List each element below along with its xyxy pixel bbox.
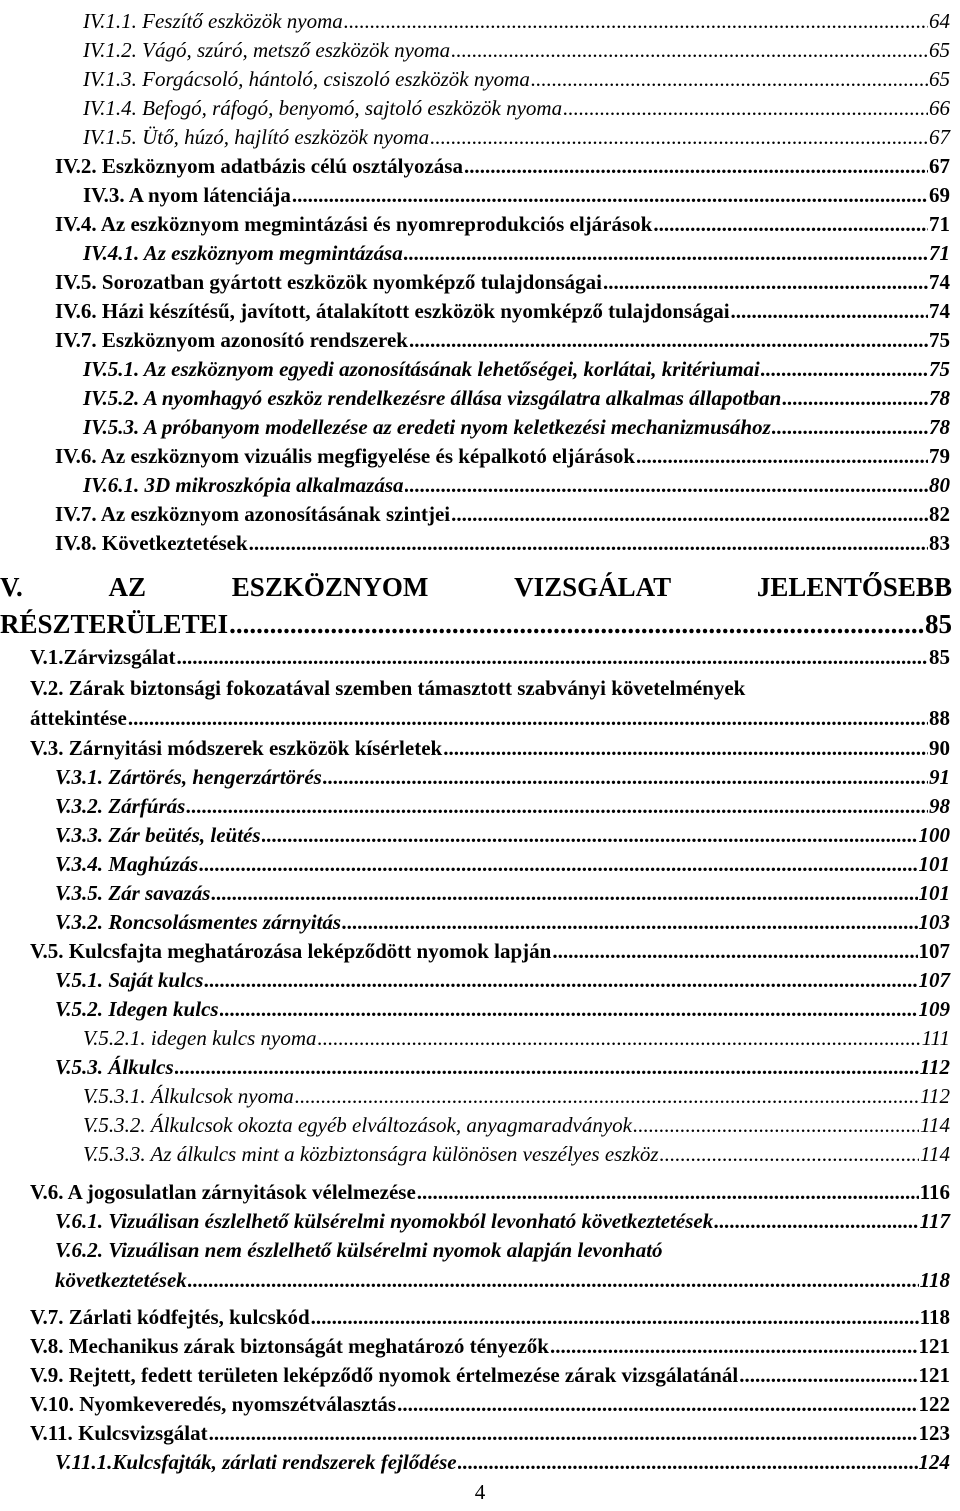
toc-entry-text	[55, 820, 261, 850]
toc-entry-title: Eszköznyom adatbázis célú osztályozása	[101, 154, 463, 178]
toc-entry-number: IV.5.3.	[83, 415, 140, 439]
toc-entry-number: V.2.	[30, 676, 64, 700]
toc-entry-page: 91	[929, 765, 950, 789]
toc-entry-title: Zár savazás	[108, 881, 211, 905]
toc-entry-page: 103	[918, 910, 950, 934]
toc-entry[interactable]	[83, 64, 950, 94]
toc-entry-title: Az álkulcs mint a közbiztonságra különösen veszélyes eszköz	[150, 1142, 659, 1166]
toc-entry-number: V.5.3.1.	[83, 1084, 146, 1108]
dot-leader	[739, 1360, 917, 1390]
toc-entry-page: 67	[929, 154, 950, 178]
toc-entry-number: V.6.2.	[55, 1238, 104, 1262]
toc-entry[interactable]	[30, 1360, 950, 1390]
dot-leader	[186, 791, 928, 821]
dot-leader	[229, 609, 924, 639]
toc-entry[interactable]	[55, 528, 950, 558]
dot-leader	[782, 383, 928, 413]
toc-entry-page: 101	[918, 881, 950, 905]
toc-entry[interactable]	[83, 122, 950, 152]
toc-entry-page: 69	[929, 183, 950, 207]
toc-entry-page: 112	[919, 1055, 950, 1079]
dot-leader	[731, 296, 928, 326]
toc-entry-text	[55, 325, 408, 355]
toc-entry-number: IV.4.1.	[83, 241, 140, 265]
toc-entry-text	[83, 354, 760, 384]
toc-entry-title: A jogosulatlan zárnyitások vélelmezése	[67, 1180, 416, 1204]
toc-entry-text	[55, 849, 198, 879]
dot-leader	[204, 965, 917, 995]
toc-entry-page: 74	[929, 299, 950, 323]
toc-entry-text	[30, 1331, 549, 1361]
toc-entry-text	[83, 1110, 632, 1140]
toc-entry[interactable]	[83, 354, 950, 384]
toc-entry-title: Roncsolásmentes zárnyitás	[108, 910, 342, 934]
toc-entry-title: Zárak biztonsági fokozatával szemben támasztott szabványi követelmények	[68, 676, 746, 700]
dot-leader	[458, 1447, 918, 1477]
toc-entry-text	[55, 267, 602, 297]
dot-leader	[397, 1389, 917, 1419]
toc-entry-text	[55, 1052, 174, 1082]
toc-entry[interactable]	[55, 820, 950, 850]
toc-entry-page: 116	[919, 1180, 950, 1204]
toc-entry-title: Eszköznyom azonosító rendszerek	[101, 328, 408, 352]
toc-entry-page: 121	[918, 1334, 950, 1358]
toc-entry-number: V.3.4.	[55, 852, 104, 876]
toc-entry-page: 74	[929, 270, 950, 294]
toc-entry-number: V.	[0, 572, 23, 602]
toc-entry[interactable]	[83, 1081, 950, 1111]
toc-entry-title: Az eszköznyom vizuális megfigyelése és képalkotó eljárások	[100, 444, 635, 468]
toc-entry-number: IV.6.1.	[83, 473, 140, 497]
toc-entry-title: Házi készítésű, javított, átalakított eszközök nyomképző tulajdonságai	[101, 299, 730, 323]
toc-entry-page: 124	[918, 1450, 950, 1474]
toc-entry[interactable]	[55, 762, 950, 792]
toc-entry-title: 3D mikroszkópia alkalmazása	[144, 473, 404, 497]
toc-entry[interactable]	[55, 151, 950, 181]
toc-entry-title: Mechanikus zárak biztonságát meghatározó tényezők	[68, 1334, 549, 1358]
toc-entry-title: Az eszköznyom megmintázási és nyomreprodukciós eljárások	[100, 212, 653, 236]
toc-entry-title: Ütő, húzó, hajlító eszközök nyoma	[142, 125, 430, 149]
toc-entry-title: Vágó, szúró, metsző eszközök nyoma	[142, 38, 451, 62]
toc-entry-title: Zárlati kódfejtés, kulcskód	[68, 1305, 310, 1329]
toc-entry[interactable]	[55, 965, 950, 995]
toc-entry-title-cont: következtetések	[55, 1268, 187, 1292]
toc-entry-line[interactable]	[30, 673, 950, 703]
toc-entry-title: Sorozatban gyártott eszközök nyomképző tulajdonságai	[101, 270, 603, 294]
dot-leader	[660, 1139, 920, 1169]
toc-entry[interactable]	[30, 1418, 950, 1448]
toc-entry-title: Az eszköznyom egyedi azonosításának lehetőségei, korlátai, kritériumai	[143, 357, 760, 381]
dot-leader	[761, 354, 928, 384]
toc-entry-number: V.5.3.2.	[83, 1113, 146, 1137]
toc-entry-text	[30, 1418, 208, 1448]
toc-entry-page: 118	[919, 1305, 950, 1329]
toc-entry-title: Vizuálisan nem észlelhető külsérelmi nyomok alapján levonható	[108, 1238, 663, 1262]
toc-entry-number: V.5.	[30, 939, 64, 963]
toc-entry-page: 71	[929, 241, 950, 265]
toc-entry-page: 100	[918, 823, 950, 847]
toc-entry-title: Rejtett, fedett területen leképződő nyomok értelmezése zárak vizsgálatánál	[68, 1363, 739, 1387]
toc-entry-text	[83, 180, 291, 210]
toc-entry-page: 75	[929, 357, 950, 381]
dot-leader	[552, 936, 917, 966]
toc-entry-number: V.11.	[30, 1421, 73, 1445]
toc-entry-number: IV.1.5.	[83, 125, 137, 149]
toc-entry-number: V.5.1.	[55, 968, 104, 992]
toc-entry-text	[55, 528, 248, 558]
dot-leader	[295, 1081, 919, 1111]
dot-leader	[714, 1206, 918, 1236]
toc-entry-title: A próbanyom modellezése az eredeti nyom keletkezési mechanizmusához	[143, 415, 771, 439]
toc-entry-text	[83, 238, 403, 268]
toc-entry[interactable]	[83, 180, 950, 210]
dot-leader	[188, 1265, 919, 1295]
toc-entry[interactable]	[83, 1023, 950, 1053]
toc-entry[interactable]	[55, 1206, 950, 1236]
dot-leader	[249, 528, 928, 558]
toc-entry-title: Kulcsvizsgálat	[78, 1421, 208, 1445]
toc-entry-page: 79	[929, 444, 950, 468]
toc-entry-title: Zárvizsgálat	[63, 645, 176, 669]
dot-leader	[318, 1023, 921, 1053]
toc-entry-title: Idegen kulcs	[108, 997, 219, 1021]
toc-entry-text	[55, 791, 185, 821]
toc-entry-title: Álkulcsok nyoma	[150, 1084, 294, 1108]
toc-entry[interactable]	[55, 791, 950, 821]
toc-entry-text	[55, 151, 463, 181]
toc-entry-number: V.5.3.	[55, 1055, 104, 1079]
toc-entry-page: 98	[929, 794, 950, 818]
toc-entry-number: V.8.	[30, 1334, 64, 1358]
dot-leader	[211, 878, 917, 908]
toc-heading-word: ESZKÖZNYOM	[231, 572, 429, 602]
toc-entry[interactable]	[30, 1177, 950, 1207]
dot-leader	[563, 93, 928, 123]
toc-entry-number: V.7.	[30, 1305, 64, 1329]
toc-entry-title: Következtetések	[101, 531, 248, 555]
toc-entry-line[interactable]	[55, 1235, 950, 1265]
toc-entry-page: 114	[920, 1113, 950, 1137]
toc-entry-number: V.3.2.	[55, 794, 104, 818]
toc-entry-text	[30, 1302, 310, 1332]
toc-entry-title: Befogó, ráfogó, benyomó, sajtoló eszközök nyoma	[142, 96, 563, 120]
toc-entry-page: 117	[919, 1209, 950, 1233]
dot-leader	[342, 907, 917, 937]
toc-entry-text	[83, 93, 562, 123]
toc-entry[interactable]	[55, 499, 950, 529]
toc-entry-page: 85	[925, 609, 952, 639]
dot-leader	[292, 180, 928, 210]
toc-entry-number: V.6.	[30, 1180, 64, 1204]
dot-leader	[262, 820, 918, 850]
toc-entry-number: IV.6.	[55, 299, 97, 323]
toc-entry-page: 65	[929, 38, 950, 62]
toc-entry[interactable]	[55, 878, 950, 908]
toc-entry-title: Vizuálisan észlelhető külsérelmi nyomokból levonható következtetések	[108, 1209, 714, 1233]
dot-leader	[128, 703, 928, 733]
toc-entry-page: 112	[920, 1084, 950, 1108]
toc-entry[interactable]	[30, 1331, 950, 1361]
toc-entry[interactable]	[83, 6, 950, 36]
toc-entry-number: V.5.2.1.	[83, 1026, 146, 1050]
dot-leader	[772, 412, 928, 442]
toc-entry-number: V.9.	[30, 1363, 64, 1387]
toc-entry-number: V.3.1.	[55, 765, 104, 789]
toc-entry-number: IV.1.4.	[83, 96, 137, 120]
toc-entry-page: 111	[921, 1026, 950, 1050]
dot-leader	[404, 238, 928, 268]
dot-leader	[417, 1177, 919, 1207]
toc-entry[interactable]	[83, 383, 950, 413]
toc-entry-title: Álkulcs	[108, 1055, 174, 1079]
toc-entry-number: IV.1.2.	[83, 38, 137, 62]
toc-entry-text	[83, 1023, 317, 1053]
toc-entry-title-cont: RÉSZTERÜLETEI	[0, 609, 229, 639]
toc-entry[interactable]	[30, 703, 950, 733]
dot-leader	[323, 762, 928, 792]
toc-entry-page: 82	[929, 502, 950, 526]
toc-entry-text	[83, 1139, 659, 1169]
toc-entry-page: 118	[919, 1268, 950, 1292]
toc-entry-text	[55, 965, 203, 995]
toc-entry-title: Kulcsfajták, zárlati rendszerek fejlődése	[112, 1450, 457, 1474]
toc-entry-title: Zár beütés, leütés	[108, 823, 261, 847]
toc-entry[interactable]	[55, 849, 950, 879]
toc-entry-text	[55, 878, 210, 908]
dot-leader	[175, 1052, 919, 1082]
toc-entry-number: V.5.3.3.	[83, 1142, 146, 1166]
toc-heading-word: VIZSGÁLAT	[514, 572, 672, 602]
toc-entry-page: 90	[929, 736, 950, 760]
toc-entry-text	[30, 1389, 396, 1419]
toc-entry-text	[55, 994, 219, 1024]
dot-leader	[451, 499, 928, 529]
toc-entry-page: 78	[929, 415, 950, 439]
toc-entry[interactable]	[83, 412, 950, 442]
dot-leader	[199, 849, 917, 879]
toc-entry-text	[30, 1177, 416, 1207]
dot-leader	[209, 1418, 918, 1448]
toc-entry-page: 80	[929, 473, 950, 497]
toc-entry[interactable]	[83, 35, 950, 65]
toc-entry-number: V.3.	[30, 736, 64, 760]
dot-leader	[550, 1331, 918, 1361]
toc-entry-number: IV.3.	[83, 183, 125, 207]
toc-entry-number: V.6.1.	[55, 1209, 104, 1233]
toc-entry-text	[55, 441, 635, 471]
toc-entry[interactable]	[30, 733, 950, 763]
toc-entry[interactable]	[55, 441, 950, 471]
toc-entry[interactable]	[83, 1110, 950, 1140]
dot-leader	[653, 209, 928, 239]
toc-entry-number: IV.4.	[55, 212, 97, 236]
toc-entry-title: A nyomhagyó eszköz rendelkezésre állása vizsgálatra alkalmas állapotban	[143, 386, 782, 410]
toc-entry-title: A nyom látenciája	[128, 183, 291, 207]
toc-entry-number: IV.1.1.	[83, 9, 137, 33]
dot-leader	[443, 733, 928, 763]
toc-entry-title: Zárnyitási módszerek eszközök kísérletek	[68, 736, 443, 760]
dot-leader	[311, 1302, 919, 1332]
toc-entry-number: V.3.5.	[55, 881, 104, 905]
toc-entry-title: Kulcsfajta meghatározása leképződött nyomok lapján	[68, 939, 552, 963]
toc-entry-title: Zárfúrás	[108, 794, 186, 818]
toc-entry-number: IV.7.	[55, 328, 97, 352]
toc-entry-number: V.3.2.	[55, 910, 104, 934]
dot-leader	[636, 441, 928, 471]
toc-heading-word: JELENTŐSEBB	[756, 572, 952, 602]
dot-leader	[633, 1110, 919, 1140]
toc-entry-number: V.1.	[30, 645, 64, 669]
toc-entry-title: idegen kulcs nyoma	[150, 1026, 317, 1050]
toc-entry-text	[30, 733, 442, 763]
toc-entry-text	[83, 383, 781, 413]
toc-entry-text	[83, 470, 404, 500]
toc-entry-text	[55, 907, 341, 937]
toc-entry-title: Az eszköznyom azonosításának szintjei	[100, 502, 451, 526]
toc-entry-title: Nyomkeveredés, nyomszétválasztás	[79, 1392, 397, 1416]
toc-entry-text	[55, 762, 322, 792]
toc-entry-line[interactable]	[0, 572, 952, 602]
toc-entry-number: IV.7.	[55, 502, 97, 526]
toc-entry-page: 88	[929, 706, 950, 730]
toc-entry-page: 83	[929, 531, 950, 555]
toc-entry-number: IV.5.2.	[83, 386, 140, 410]
page-number: 4	[474, 1480, 486, 1504]
toc-entry-page: 71	[929, 212, 950, 236]
dot-leader	[430, 122, 928, 152]
toc-entry[interactable]	[30, 1302, 950, 1332]
toc-entry-page: 101	[918, 852, 950, 876]
toc-heading-word: AZ	[108, 572, 147, 602]
toc-entry-page: 67	[929, 125, 950, 149]
toc-entry-text	[55, 1206, 713, 1236]
toc-entry[interactable]	[83, 470, 950, 500]
toc-entry[interactable]	[55, 994, 950, 1024]
toc-entry-title: Maghúzás	[108, 852, 199, 876]
toc-entry-number: V.3.3.	[55, 823, 104, 847]
toc-entry-text	[83, 1081, 294, 1111]
toc-entry-number: IV.5.1.	[83, 357, 140, 381]
toc-entry-title: Az eszköznyom megmintázása	[143, 241, 403, 265]
toc-entry-page: 64	[929, 9, 950, 33]
toc-entry-page: 107	[918, 939, 950, 963]
toc-entry-text	[55, 296, 730, 326]
toc-entry-title-cont: áttekintése	[30, 706, 127, 730]
toc-entry-page: 78	[929, 386, 950, 410]
dot-leader	[405, 470, 928, 500]
toc-entry-text	[55, 499, 450, 529]
toc-entry-page: 65	[929, 67, 950, 91]
dot-leader	[603, 267, 928, 297]
toc-entry-text	[30, 1360, 738, 1390]
toc-entry-title: Zártörés, hengerzártörés	[108, 765, 322, 789]
toc-entry-number: IV.1.3.	[83, 67, 137, 91]
toc-entry-page: 75	[929, 328, 950, 352]
toc-entry-text	[83, 64, 530, 94]
toc-entry[interactable]	[55, 907, 950, 937]
toc-entry-title: Feszítő eszközök nyoma	[142, 9, 343, 33]
toc-entry-number: V.5.2.	[55, 997, 104, 1021]
toc-entry-title: Álkulcsok okozta egyéb elváltozások, anyagmaradványok	[150, 1113, 632, 1137]
toc-entry-page: 66	[929, 96, 950, 120]
toc-entry-text	[83, 35, 450, 65]
toc-entry-text	[55, 1447, 457, 1477]
toc-entry-number: IV.8.	[55, 531, 97, 555]
toc-entry-number: IV.2.	[55, 154, 97, 178]
toc-entry[interactable]	[83, 238, 950, 268]
toc-entry-number: V.10.	[30, 1392, 74, 1416]
toc-entry[interactable]	[55, 325, 950, 355]
dot-leader	[344, 6, 928, 36]
toc-entry[interactable]	[83, 93, 950, 123]
toc-entry[interactable]	[30, 642, 950, 672]
toc-entry[interactable]	[55, 1447, 950, 1477]
toc-entry-page: 123	[918, 1421, 950, 1445]
toc-entry[interactable]	[55, 296, 950, 326]
toc-entry[interactable]	[55, 267, 950, 297]
toc-entry-page: 121	[918, 1363, 950, 1387]
toc-entry-page: 85	[929, 645, 950, 669]
dot-leader	[531, 64, 928, 94]
dot-leader	[464, 151, 928, 181]
toc-entry-page: 107	[918, 968, 950, 992]
toc-entry-text	[83, 6, 343, 36]
toc-entry-page: 109	[918, 997, 950, 1021]
dot-leader	[451, 35, 928, 65]
toc-entry-text	[30, 936, 551, 966]
toc-entry-text	[83, 122, 429, 152]
toc-entry[interactable]	[0, 609, 952, 639]
toc-entry-title: Forgácsoló, hántoló, csiszoló eszközök nyoma	[142, 67, 530, 91]
toc-entry-number: V.11.1.	[55, 1450, 113, 1474]
toc-entry[interactable]	[55, 1052, 950, 1082]
toc-entry-page: 122	[918, 1392, 950, 1416]
dot-leader	[176, 642, 928, 672]
toc-entry[interactable]	[30, 1389, 950, 1419]
toc-entry-text	[55, 209, 652, 239]
toc-entry[interactable]	[55, 1265, 950, 1295]
toc-entry-number: IV.6.	[55, 444, 97, 468]
toc-entry-text	[30, 642, 175, 672]
toc-entry[interactable]	[83, 1139, 950, 1169]
toc-entry-number: IV.5.	[55, 270, 97, 294]
dot-leader	[409, 325, 928, 355]
toc-entry-page: 114	[920, 1142, 950, 1166]
toc-entry-title: Saját kulcs	[108, 968, 204, 992]
toc-entry-text	[83, 412, 771, 442]
toc-entry[interactable]	[30, 936, 950, 966]
dot-leader	[220, 994, 918, 1024]
toc-entry[interactable]	[55, 209, 950, 239]
